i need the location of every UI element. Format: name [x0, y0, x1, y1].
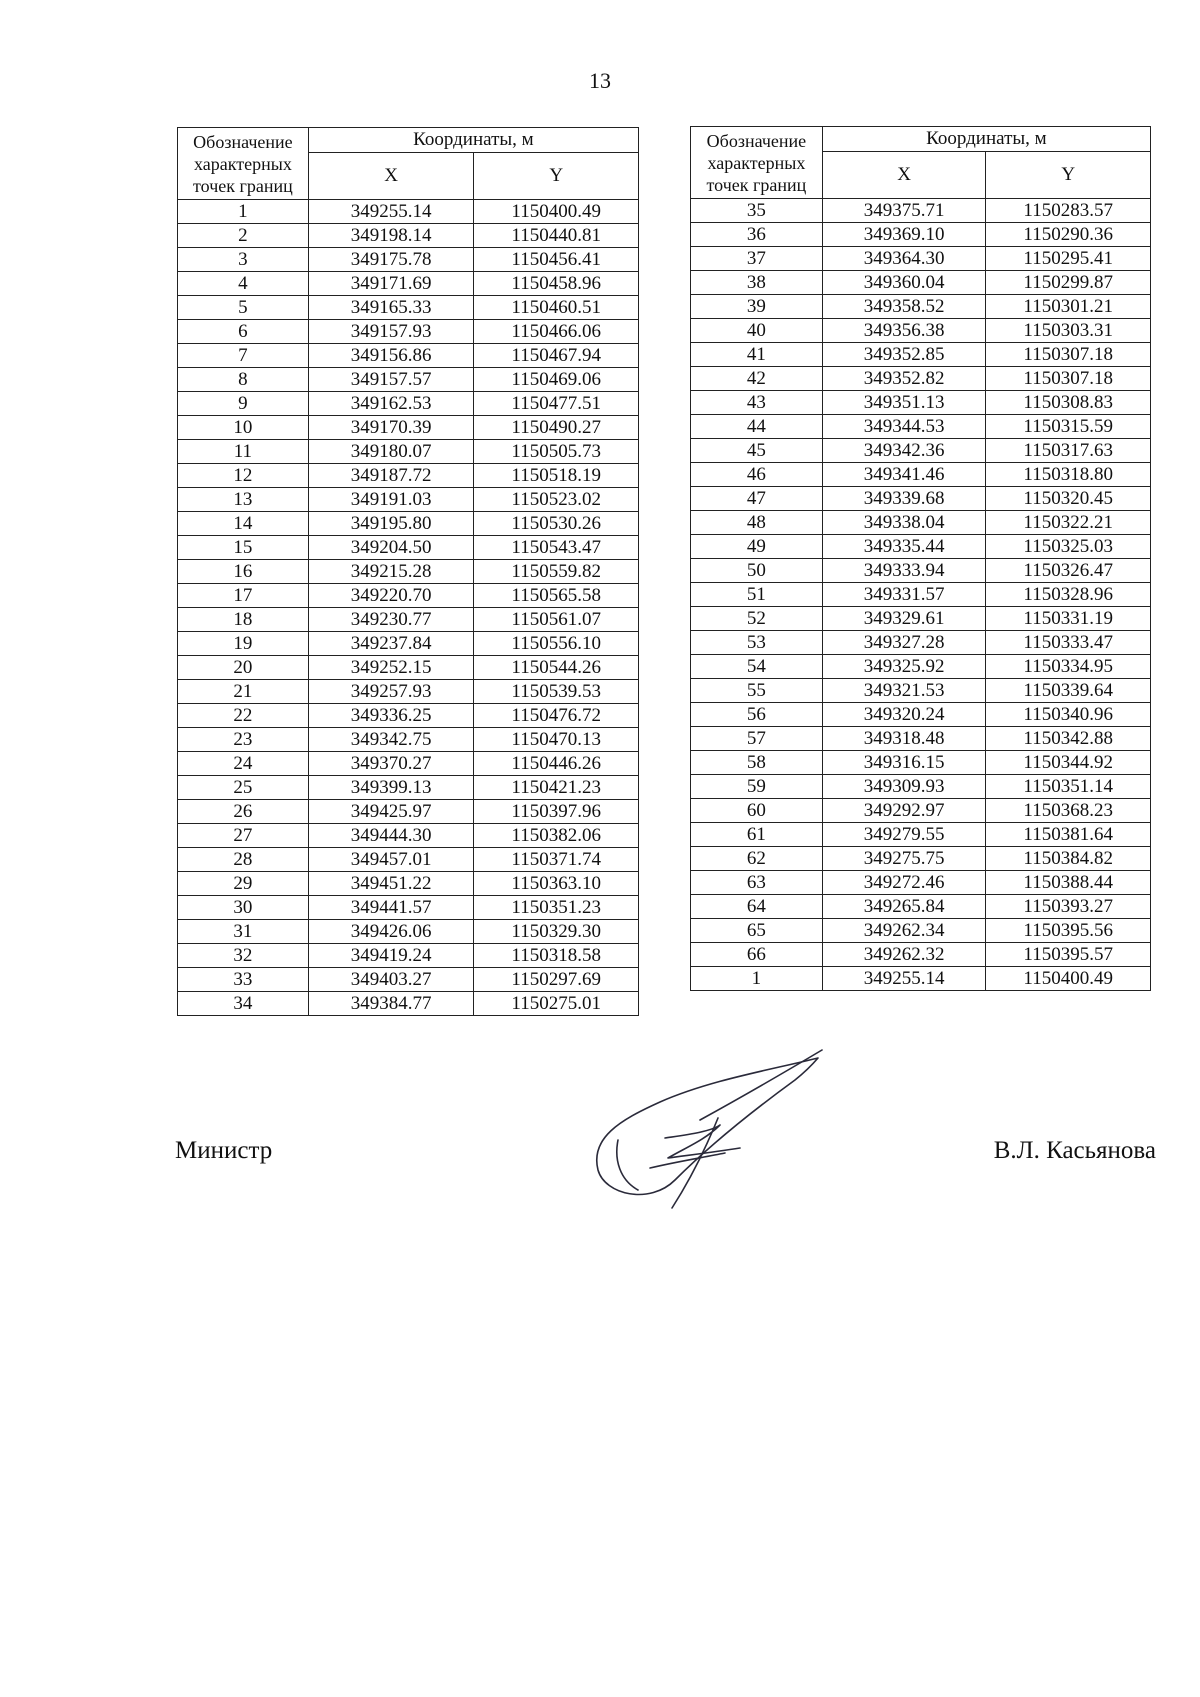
table-row	[691, 751, 1151, 775]
y-coordinate: 1150469.06	[474, 368, 639, 392]
x-coordinate: 349399.13	[308, 776, 474, 800]
y-coordinate: 1150299.87	[986, 271, 1151, 295]
x-coordinate: 349451.22	[308, 872, 474, 896]
point-number: 58	[691, 751, 823, 775]
table-row	[691, 439, 1151, 463]
table-row	[178, 584, 639, 608]
x-coordinate: 349426.06	[308, 920, 474, 944]
header-y: Y	[474, 153, 639, 200]
y-coordinate: 1150561.07	[474, 608, 639, 632]
y-coordinate: 1150334.95	[986, 655, 1151, 679]
x-coordinate: 349265.84	[822, 895, 986, 919]
table-row	[691, 895, 1151, 919]
point-number: 55	[691, 679, 823, 703]
x-coordinate: 349360.04	[822, 271, 986, 295]
y-coordinate: 1150393.27	[986, 895, 1151, 919]
table-row	[691, 847, 1151, 871]
x-coordinate: 349358.52	[822, 295, 986, 319]
y-coordinate: 1150476.72	[474, 704, 639, 728]
table-row	[691, 607, 1151, 631]
table-row	[178, 416, 639, 440]
point-number: 17	[178, 584, 309, 608]
y-coordinate: 1150315.59	[986, 415, 1151, 439]
table-row	[178, 872, 639, 896]
point-number: 16	[178, 560, 309, 584]
point-number: 45	[691, 439, 823, 463]
x-coordinate: 349195.80	[308, 512, 474, 536]
x-coordinate: 349309.93	[822, 775, 986, 799]
y-coordinate: 1150382.06	[474, 824, 639, 848]
y-coordinate: 1150388.44	[986, 871, 1151, 895]
table-row	[178, 200, 639, 224]
y-coordinate: 1150565.58	[474, 584, 639, 608]
y-coordinate: 1150490.27	[474, 416, 639, 440]
x-coordinate: 349191.03	[308, 488, 474, 512]
point-number: 66	[691, 943, 823, 967]
header-point-designation: Обозначение характерных точек границ	[691, 127, 823, 199]
table-row	[691, 679, 1151, 703]
table-row	[691, 559, 1151, 583]
table-row	[691, 247, 1151, 271]
point-number: 64	[691, 895, 823, 919]
table-row	[691, 199, 1151, 223]
y-coordinate: 1150467.94	[474, 344, 639, 368]
y-coordinate: 1150456.41	[474, 248, 639, 272]
x-coordinate: 349352.85	[822, 343, 986, 367]
y-coordinate: 1150283.57	[986, 199, 1151, 223]
signatory-title: Министр	[175, 1137, 273, 1164]
x-coordinate: 349157.93	[308, 320, 474, 344]
table-row	[178, 272, 639, 296]
point-number: 32	[178, 944, 309, 968]
y-coordinate: 1150460.51	[474, 296, 639, 320]
handwritten-signature	[590, 1040, 830, 1215]
y-coordinate: 1150307.18	[986, 367, 1151, 391]
y-coordinate: 1150539.53	[474, 680, 639, 704]
point-number: 49	[691, 535, 823, 559]
y-coordinate: 1150333.47	[986, 631, 1151, 655]
table-row	[691, 799, 1151, 823]
header-coordinates: Координаты, м	[822, 127, 1150, 152]
y-coordinate: 1150326.47	[986, 559, 1151, 583]
x-coordinate: 349384.77	[308, 992, 474, 1016]
x-coordinate: 349342.36	[822, 439, 986, 463]
point-number: 4	[178, 272, 309, 296]
point-number: 40	[691, 319, 823, 343]
point-number: 47	[691, 487, 823, 511]
x-coordinate: 349318.48	[822, 727, 986, 751]
point-number: 3	[178, 248, 309, 272]
table-row	[691, 583, 1151, 607]
x-coordinate: 349162.53	[308, 392, 474, 416]
table-row	[178, 992, 639, 1016]
header-y: Y	[986, 152, 1151, 199]
point-number: 50	[691, 559, 823, 583]
point-number: 6	[178, 320, 309, 344]
table-row	[691, 295, 1151, 319]
header-point-designation: Обозначение характерных точек границ	[178, 128, 309, 200]
point-number: 15	[178, 536, 309, 560]
y-coordinate: 1150518.19	[474, 464, 639, 488]
x-coordinate: 349342.75	[308, 728, 474, 752]
y-coordinate: 1150297.69	[474, 968, 639, 992]
y-coordinate: 1150351.23	[474, 896, 639, 920]
point-number: 34	[178, 992, 309, 1016]
table-row	[178, 800, 639, 824]
table-row	[691, 727, 1151, 751]
table-row	[178, 344, 639, 368]
table-row	[691, 223, 1151, 247]
header-x: X	[308, 153, 474, 200]
x-coordinate: 349457.01	[308, 848, 474, 872]
table-row	[691, 631, 1151, 655]
x-coordinate: 349370.27	[308, 752, 474, 776]
x-coordinate: 349325.92	[822, 655, 986, 679]
x-coordinate: 349341.46	[822, 463, 986, 487]
point-number: 10	[178, 416, 309, 440]
table-row	[691, 919, 1151, 943]
y-coordinate: 1150477.51	[474, 392, 639, 416]
x-coordinate: 349336.25	[308, 704, 474, 728]
x-coordinate: 349187.72	[308, 464, 474, 488]
y-coordinate: 1150421.23	[474, 776, 639, 800]
y-coordinate: 1150290.36	[986, 223, 1151, 247]
y-coordinate: 1150342.88	[986, 727, 1151, 751]
header-coordinates: Координаты, м	[308, 128, 638, 153]
x-coordinate: 349215.28	[308, 560, 474, 584]
point-number: 19	[178, 632, 309, 656]
point-number: 24	[178, 752, 309, 776]
table-row	[178, 608, 639, 632]
point-number: 11	[178, 440, 309, 464]
y-coordinate: 1150400.49	[986, 967, 1151, 991]
x-coordinate: 349252.15	[308, 656, 474, 680]
y-coordinate: 1150559.82	[474, 560, 639, 584]
signatory-name: В.Л. Касьянова	[993, 1137, 1156, 1164]
x-coordinate: 349339.68	[822, 487, 986, 511]
point-number: 22	[178, 704, 309, 728]
point-number: 54	[691, 655, 823, 679]
table-row	[178, 776, 639, 800]
y-coordinate: 1150400.49	[474, 200, 639, 224]
x-coordinate: 349327.28	[822, 631, 986, 655]
y-coordinate: 1150344.92	[986, 751, 1151, 775]
x-coordinate: 349320.24	[822, 703, 986, 727]
x-coordinate: 349375.71	[822, 199, 986, 223]
table-row	[691, 487, 1151, 511]
table-row	[178, 824, 639, 848]
y-coordinate: 1150505.73	[474, 440, 639, 464]
x-coordinate: 349230.77	[308, 608, 474, 632]
table-row	[178, 440, 639, 464]
y-coordinate: 1150543.47	[474, 536, 639, 560]
table-row	[691, 271, 1151, 295]
point-number: 31	[178, 920, 309, 944]
point-number: 44	[691, 415, 823, 439]
table-row	[178, 920, 639, 944]
x-coordinate: 349321.53	[822, 679, 986, 703]
point-number: 7	[178, 344, 309, 368]
x-coordinate: 349344.53	[822, 415, 986, 439]
point-number: 57	[691, 727, 823, 751]
table-row	[691, 823, 1151, 847]
x-coordinate: 349157.57	[308, 368, 474, 392]
x-coordinate: 349364.30	[822, 247, 986, 271]
table-row	[178, 320, 639, 344]
table-row	[691, 703, 1151, 727]
y-coordinate: 1150308.83	[986, 391, 1151, 415]
x-coordinate: 349272.46	[822, 871, 986, 895]
point-number: 36	[691, 223, 823, 247]
table-row	[691, 871, 1151, 895]
y-coordinate: 1150275.01	[474, 992, 639, 1016]
y-coordinate: 1150395.57	[986, 943, 1151, 967]
point-number: 23	[178, 728, 309, 752]
point-number: 63	[691, 871, 823, 895]
table-row	[178, 488, 639, 512]
point-number: 29	[178, 872, 309, 896]
x-coordinate: 349175.78	[308, 248, 474, 272]
x-coordinate: 349444.30	[308, 824, 474, 848]
y-coordinate: 1150303.31	[986, 319, 1151, 343]
y-coordinate: 1150458.96	[474, 272, 639, 296]
x-coordinate: 349279.55	[822, 823, 986, 847]
table-row	[691, 775, 1151, 799]
x-coordinate: 349292.97	[822, 799, 986, 823]
header-x: X	[822, 152, 986, 199]
point-number: 37	[691, 247, 823, 271]
y-coordinate: 1150329.30	[474, 920, 639, 944]
x-coordinate: 349220.70	[308, 584, 474, 608]
x-coordinate: 349331.57	[822, 583, 986, 607]
x-coordinate: 349170.39	[308, 416, 474, 440]
x-coordinate: 349165.33	[308, 296, 474, 320]
x-coordinate: 349352.82	[822, 367, 986, 391]
page-number: 13	[589, 68, 611, 93]
point-number: 51	[691, 583, 823, 607]
table-row	[178, 224, 639, 248]
x-coordinate: 349419.24	[308, 944, 474, 968]
table-row	[178, 392, 639, 416]
y-coordinate: 1150363.10	[474, 872, 639, 896]
y-coordinate: 1150384.82	[986, 847, 1151, 871]
point-number: 33	[178, 968, 309, 992]
point-number: 20	[178, 656, 309, 680]
table-row	[178, 536, 639, 560]
table-row	[691, 367, 1151, 391]
point-number: 25	[178, 776, 309, 800]
table-row	[691, 343, 1151, 367]
x-coordinate: 349275.75	[822, 847, 986, 871]
point-number: 8	[178, 368, 309, 392]
point-number: 43	[691, 391, 823, 415]
x-coordinate: 349333.94	[822, 559, 986, 583]
point-number: 60	[691, 799, 823, 823]
point-number: 61	[691, 823, 823, 847]
x-coordinate: 349425.97	[308, 800, 474, 824]
y-coordinate: 1150446.26	[474, 752, 639, 776]
y-coordinate: 1150340.96	[986, 703, 1151, 727]
x-coordinate: 349156.86	[308, 344, 474, 368]
table-row	[691, 415, 1151, 439]
table-row	[178, 464, 639, 488]
point-number: 52	[691, 607, 823, 631]
y-coordinate: 1150440.81	[474, 224, 639, 248]
point-number: 1	[178, 200, 309, 224]
y-coordinate: 1150371.74	[474, 848, 639, 872]
table-row	[178, 728, 639, 752]
y-coordinate: 1150328.96	[986, 583, 1151, 607]
x-coordinate: 349198.14	[308, 224, 474, 248]
point-number: 35	[691, 199, 823, 223]
table-row	[178, 752, 639, 776]
table-row	[178, 680, 639, 704]
y-coordinate: 1150523.02	[474, 488, 639, 512]
point-number: 26	[178, 800, 309, 824]
point-number: 13	[178, 488, 309, 512]
x-coordinate: 349369.10	[822, 223, 986, 247]
x-coordinate: 349441.57	[308, 896, 474, 920]
table-row	[691, 319, 1151, 343]
table-row	[691, 511, 1151, 535]
table-row	[178, 896, 639, 920]
table-row	[178, 632, 639, 656]
point-number: 62	[691, 847, 823, 871]
point-number: 2	[178, 224, 309, 248]
point-number: 27	[178, 824, 309, 848]
y-coordinate: 1150351.14	[986, 775, 1151, 799]
table-row	[691, 967, 1151, 991]
table-row	[178, 512, 639, 536]
point-number: 41	[691, 343, 823, 367]
point-number: 56	[691, 703, 823, 727]
y-coordinate: 1150368.23	[986, 799, 1151, 823]
table-row	[178, 968, 639, 992]
table-row	[691, 535, 1151, 559]
table-row	[178, 656, 639, 680]
point-number: 39	[691, 295, 823, 319]
y-coordinate: 1150544.26	[474, 656, 639, 680]
y-coordinate: 1150466.06	[474, 320, 639, 344]
table-row	[178, 296, 639, 320]
x-coordinate: 349351.13	[822, 391, 986, 415]
y-coordinate: 1150470.13	[474, 728, 639, 752]
table-row	[691, 463, 1151, 487]
y-coordinate: 1150325.03	[986, 535, 1151, 559]
x-coordinate: 349255.14	[822, 967, 986, 991]
table-row	[178, 944, 639, 968]
point-number: 28	[178, 848, 309, 872]
y-coordinate: 1150395.56	[986, 919, 1151, 943]
y-coordinate: 1150301.21	[986, 295, 1151, 319]
y-coordinate: 1150320.45	[986, 487, 1151, 511]
y-coordinate: 1150331.19	[986, 607, 1151, 631]
table-row	[178, 248, 639, 272]
y-coordinate: 1150397.96	[474, 800, 639, 824]
table-row	[178, 848, 639, 872]
x-coordinate: 349262.32	[822, 943, 986, 967]
x-coordinate: 349335.44	[822, 535, 986, 559]
x-coordinate: 349180.07	[308, 440, 474, 464]
coordinates-table-right	[690, 126, 1151, 991]
y-coordinate: 1150322.21	[986, 511, 1151, 535]
x-coordinate: 349237.84	[308, 632, 474, 656]
x-coordinate: 349403.27	[308, 968, 474, 992]
table-row	[691, 655, 1151, 679]
y-coordinate: 1150307.18	[986, 343, 1151, 367]
y-coordinate: 1150556.10	[474, 632, 639, 656]
y-coordinate: 1150381.64	[986, 823, 1151, 847]
x-coordinate: 349204.50	[308, 536, 474, 560]
table-row	[691, 943, 1151, 967]
x-coordinate: 349329.61	[822, 607, 986, 631]
y-coordinate: 1150339.64	[986, 679, 1151, 703]
table-row	[691, 391, 1151, 415]
x-coordinate: 349171.69	[308, 272, 474, 296]
point-number: 42	[691, 367, 823, 391]
point-number: 5	[178, 296, 309, 320]
x-coordinate: 349257.93	[308, 680, 474, 704]
point-number: 9	[178, 392, 309, 416]
y-coordinate: 1150317.63	[986, 439, 1151, 463]
point-number: 18	[178, 608, 309, 632]
table-row	[178, 704, 639, 728]
point-number: 53	[691, 631, 823, 655]
y-coordinate: 1150295.41	[986, 247, 1151, 271]
point-number: 30	[178, 896, 309, 920]
point-number: 38	[691, 271, 823, 295]
point-number: 21	[178, 680, 309, 704]
point-number: 59	[691, 775, 823, 799]
y-coordinate: 1150318.80	[986, 463, 1151, 487]
x-coordinate: 349338.04	[822, 511, 986, 535]
y-coordinate: 1150318.58	[474, 944, 639, 968]
point-number: 48	[691, 511, 823, 535]
x-coordinate: 349356.38	[822, 319, 986, 343]
coordinates-table-left	[177, 127, 639, 1016]
y-coordinate: 1150530.26	[474, 512, 639, 536]
x-coordinate: 349262.34	[822, 919, 986, 943]
point-number: 65	[691, 919, 823, 943]
point-number: 46	[691, 463, 823, 487]
table-row	[178, 368, 639, 392]
point-number: 14	[178, 512, 309, 536]
table-row	[178, 560, 639, 584]
x-coordinate: 349255.14	[308, 200, 474, 224]
point-number: 1	[691, 967, 823, 991]
point-number: 12	[178, 464, 309, 488]
x-coordinate: 349316.15	[822, 751, 986, 775]
